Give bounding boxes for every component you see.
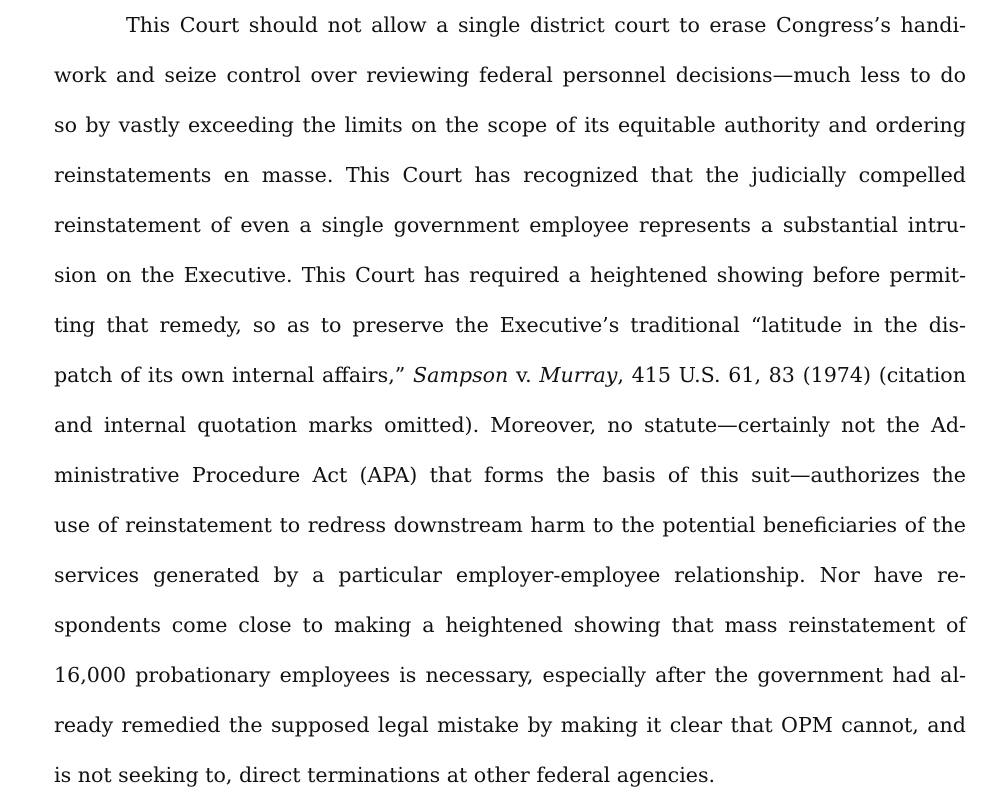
text-line-15: ready remedied the supposed legal mistake by making it clear that OPM cannot, and xyxy=(54,713,966,737)
text-line-5: reinstatement of even a single government employee represents a substantial intru- xyxy=(54,213,966,237)
text-line-16: is not seeking to, direct terminations at other federal agencies. xyxy=(54,763,716,787)
text-line-1: This Court should not allow a single district court to erase Congress’s handi- xyxy=(126,13,966,37)
case-versus: v. xyxy=(508,363,540,387)
text-line-3: so by vastly exceeding the limits on the scope of its equitable authority and ordering xyxy=(54,113,966,137)
text-line-6: sion on the Executive. This Court has required a heightened showing before permit- xyxy=(54,263,966,287)
case-party-2: Murray xyxy=(539,363,618,387)
text-line-9: and internal quotation marks omitted). Moreover, no statute—certainly not the Ad- xyxy=(54,413,966,437)
text-line-11: use of reinstatement to redress downstream harm to the potential beneficiaries of the xyxy=(54,513,966,537)
text-line-10: ministrative Procedure Act (APA) that forms the basis of this suit—authorizes the xyxy=(54,463,966,487)
text-line-14: 16,000 probationary employees is necessary, especially after the government had al- xyxy=(54,663,966,687)
document-page xyxy=(54,0,966,807)
case-party-1: Sampson xyxy=(412,363,509,387)
text-line-13: spondents come close to making a heightened showing that mass reinstatement of xyxy=(54,613,966,637)
citation-after: , 415 U.S. 61, 83 (1974) (citation xyxy=(617,363,966,387)
text-line-2: work and seize control over reviewing federal personnel decisions—much less to do xyxy=(54,63,966,87)
citation-before: patch of its own internal affairs,” xyxy=(54,363,413,387)
text-line-4: reinstatements en masse. This Court has recognized that the judicially compelled xyxy=(54,163,966,187)
text-line-12: services generated by a particular employer-employee relationship. Nor have re- xyxy=(54,563,966,587)
text-line-8-citation xyxy=(54,350,966,400)
text-line-7: ting that remedy, so as to preserve the Executive’s traditional “latitude in the dis- xyxy=(54,313,966,337)
